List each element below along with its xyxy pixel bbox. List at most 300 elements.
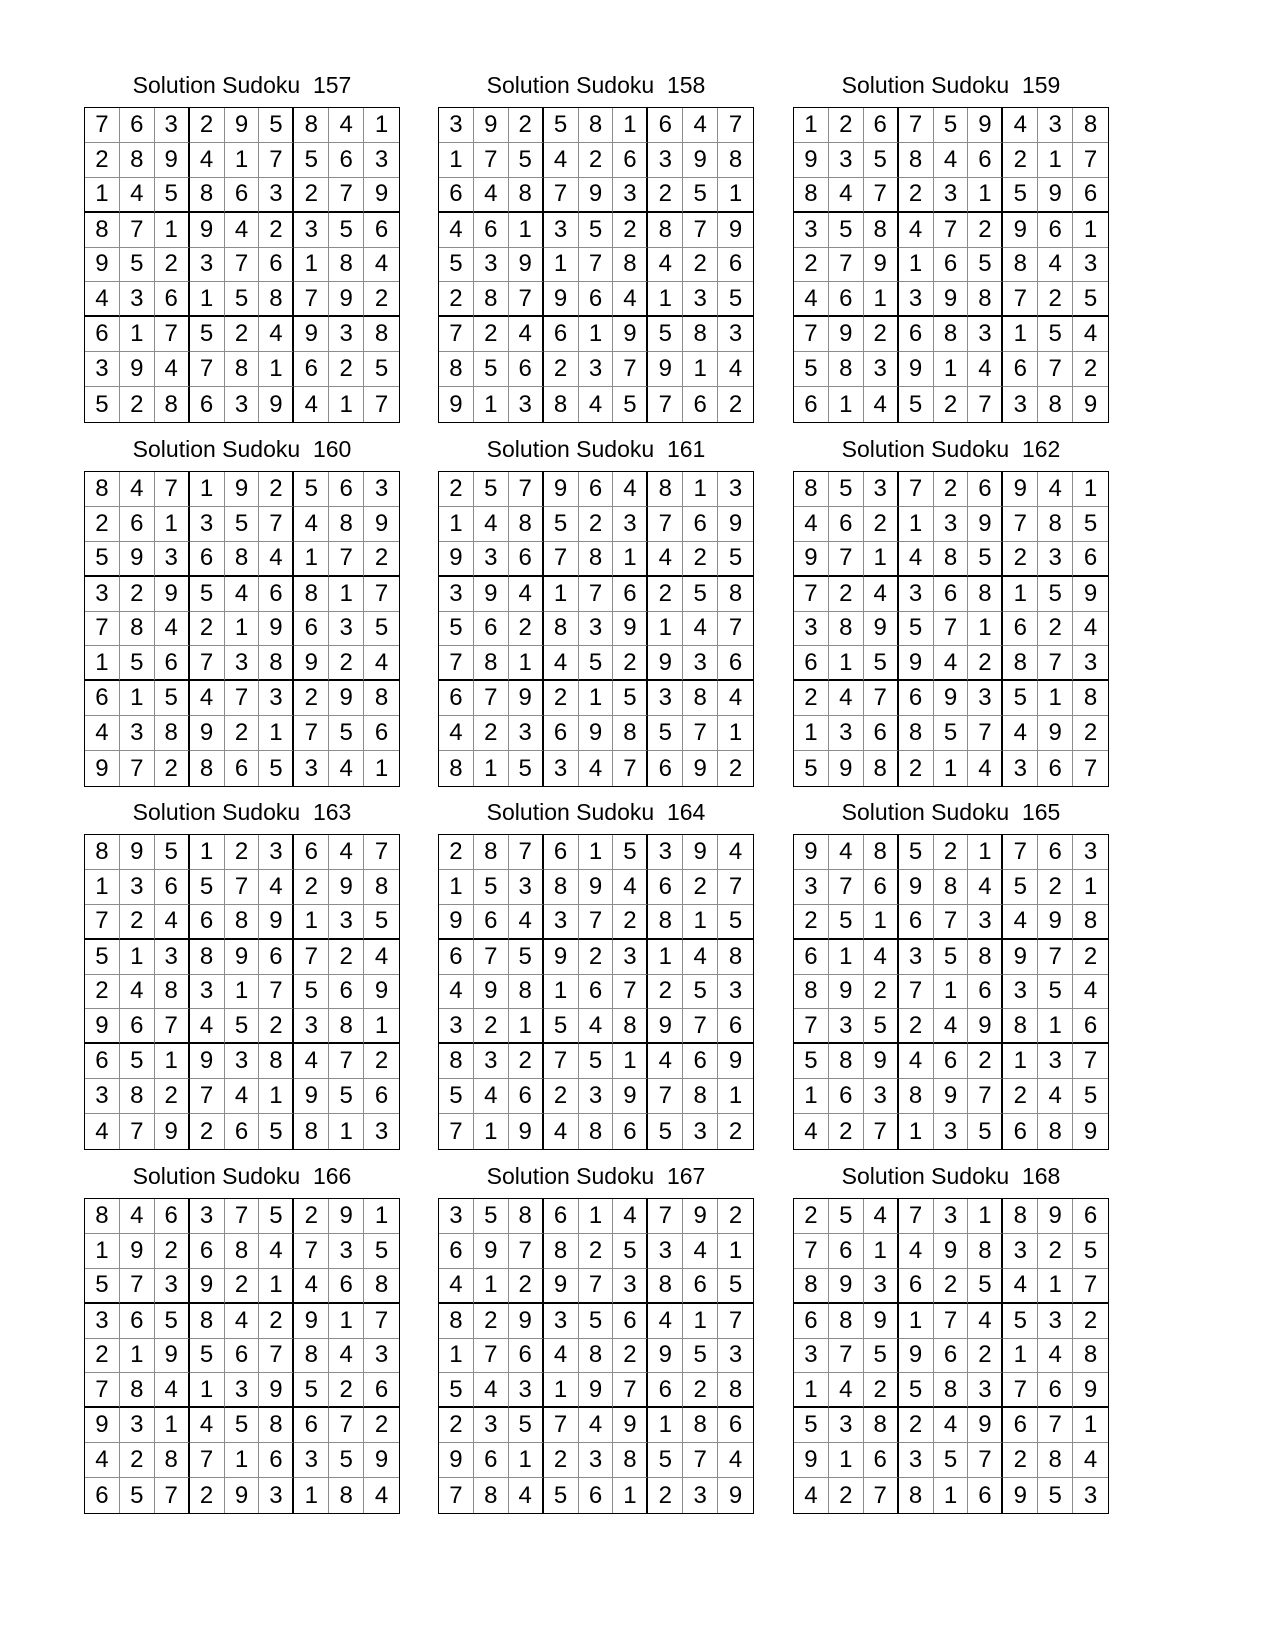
grid-cell: 7 (190, 1079, 225, 1114)
grid-cell: 5 (329, 213, 364, 248)
grid-cell: 6 (794, 940, 829, 975)
grid-cell: 2 (648, 1478, 683, 1513)
grid-cell: 1 (329, 577, 364, 612)
grid-cell: 9 (190, 213, 225, 248)
grid-cell: 9 (829, 751, 864, 786)
grid-cell: 3 (509, 1373, 544, 1408)
grid-cell: 7 (474, 940, 509, 975)
grid-cell: 3 (579, 1443, 614, 1478)
grid-cell: 9 (829, 317, 864, 352)
grid-cell: 4 (934, 1009, 969, 1044)
grid-cell: 9 (294, 1079, 329, 1114)
grid-cell: 3 (294, 1443, 329, 1478)
grid-cell: 9 (613, 317, 648, 352)
grid-cell: 4 (155, 905, 190, 940)
grid-cell: 1 (683, 352, 718, 387)
grid-cell: 4 (439, 975, 474, 1010)
grid-cell: 8 (829, 612, 864, 647)
grid-cell: 5 (259, 751, 294, 786)
grid-cell: 8 (1073, 681, 1108, 716)
grid-cell: 9 (899, 1339, 934, 1374)
grid-cell: 4 (648, 248, 683, 283)
grid-cell: 2 (968, 213, 1003, 248)
grid-cell: 2 (1003, 143, 1038, 178)
grid-cell: 8 (968, 1234, 1003, 1269)
grid-cell: 8 (439, 1304, 474, 1339)
grid-cell: 4 (439, 213, 474, 248)
puzzle-title: Solution Sudoku 163 (132, 799, 352, 825)
grid-cell: 1 (225, 975, 260, 1010)
grid-cell: 9 (190, 1269, 225, 1304)
grid-cell: 1 (683, 1304, 718, 1339)
grid-cell: 4 (718, 352, 753, 387)
grid-cell: 5 (1038, 317, 1073, 352)
grid-cell: 8 (613, 1009, 648, 1044)
grid-cell: 9 (544, 1269, 579, 1304)
grid-cell: 1 (439, 507, 474, 542)
grid-cell: 1 (718, 1234, 753, 1269)
grid-cell: 2 (648, 577, 683, 612)
grid-cell: 3 (864, 1079, 899, 1114)
grid-cell: 2 (579, 940, 614, 975)
grid-cell: 6 (934, 248, 969, 283)
grid-cell: 4 (1038, 1079, 1073, 1114)
grid-cell: 6 (864, 716, 899, 751)
grid-cell: 7 (1038, 646, 1073, 681)
grid-cell: 9 (579, 870, 614, 905)
grid-cell: 2 (509, 1044, 544, 1079)
grid-cell: 6 (1003, 352, 1038, 387)
grid-cell: 8 (1003, 1009, 1038, 1044)
puzzle-title: Solution Sudoku 157 (132, 72, 352, 98)
grid-cell: 1 (85, 1234, 120, 1269)
grid-cell: 1 (1073, 870, 1108, 905)
grid-cell: 8 (934, 317, 969, 352)
grid-cell: 6 (329, 975, 364, 1010)
grid-cell: 8 (579, 108, 614, 143)
sudoku-grid (793, 1198, 1109, 1514)
grid-cell: 3 (934, 507, 969, 542)
grid-cell: 4 (544, 646, 579, 681)
grid-cell: 7 (329, 178, 364, 213)
grid-cell: 7 (934, 213, 969, 248)
grid-cell: 8 (899, 716, 934, 751)
grid-cell: 7 (613, 751, 648, 786)
grid-cell: 3 (85, 1304, 120, 1339)
grid-cell: 4 (120, 178, 155, 213)
grid-cell: 2 (1073, 716, 1108, 751)
grid-cell: 9 (934, 282, 969, 317)
grid-cell: 2 (899, 1408, 934, 1443)
grid-cell: 6 (120, 1009, 155, 1044)
grid-cell: 5 (190, 577, 225, 612)
grid-cell: 2 (120, 387, 155, 422)
grid-cell: 7 (225, 870, 260, 905)
grid-cell: 7 (899, 108, 934, 143)
grid-cell: 4 (225, 1079, 260, 1114)
grid-cell: 8 (794, 1269, 829, 1304)
grid-cell: 3 (1003, 975, 1038, 1010)
grid-cell: 4 (683, 940, 718, 975)
grid-cell: 6 (85, 317, 120, 352)
grid-cell: 4 (439, 716, 474, 751)
grid-cell: 9 (683, 1199, 718, 1234)
grid-cell: 2 (474, 317, 509, 352)
grid-cell: 1 (364, 1009, 399, 1044)
grid-cell: 5 (718, 542, 753, 577)
grid-cell: 6 (509, 1079, 544, 1114)
grid-cell: 2 (718, 1199, 753, 1234)
grid-cell: 5 (579, 213, 614, 248)
grid-cell: 3 (225, 1044, 260, 1079)
grid-cell: 9 (683, 143, 718, 178)
grid-cell: 6 (613, 143, 648, 178)
grid-cell: 6 (829, 1234, 864, 1269)
grid-cell: 3 (794, 213, 829, 248)
grid-cell: 3 (1073, 646, 1108, 681)
grid-cell: 6 (968, 1478, 1003, 1513)
grid-cell: 5 (829, 905, 864, 940)
grid-cell: 4 (509, 1478, 544, 1513)
grid-cell: 8 (899, 143, 934, 178)
grid-cell: 7 (1003, 835, 1038, 870)
grid-cell: 3 (934, 178, 969, 213)
grid-cell: 5 (294, 472, 329, 507)
grid-cell: 5 (613, 835, 648, 870)
grid-cell: 1 (190, 282, 225, 317)
grid-cell: 9 (329, 282, 364, 317)
grid-cell: 9 (544, 940, 579, 975)
grid-cell: 5 (225, 507, 260, 542)
grid-cell: 8 (1003, 248, 1038, 283)
grid-cell: 2 (728, 390, 743, 418)
grid-cell: 9 (968, 108, 1003, 143)
grid-cell: 7 (155, 1009, 190, 1044)
grid-cell: 3 (1038, 1304, 1073, 1339)
grid-cell: 9 (259, 1373, 294, 1408)
grid-cell: 5 (120, 1478, 155, 1513)
grid-cell: 5 (1003, 178, 1038, 213)
grid-cell: 6 (1073, 1009, 1108, 1044)
grid-cell: 7 (579, 905, 614, 940)
grid-cell: 4 (613, 1199, 648, 1234)
grid-cell: 7 (648, 387, 683, 422)
grid-cell: 5 (899, 1373, 934, 1408)
sudoku-grid (793, 471, 1109, 787)
grid-cell: 7 (1073, 1269, 1108, 1304)
grid-cell: 8 (155, 716, 190, 751)
grid-cell: 4 (474, 1373, 509, 1408)
grid-cell: 8 (613, 1443, 648, 1478)
grid-cell: 9 (829, 975, 864, 1010)
grid-cell: 8 (544, 1234, 579, 1269)
grid-cell: 1 (509, 1009, 544, 1044)
grid-cell: 8 (683, 1408, 718, 1443)
grid-cell: 6 (190, 905, 225, 940)
grid-cell: 8 (648, 472, 683, 507)
grid-cell: 5 (120, 248, 155, 283)
grid-cell: 1 (294, 248, 329, 283)
grid-cell: 6 (829, 282, 864, 317)
grid-cell: 5 (934, 940, 969, 975)
grid-cell: 1 (1003, 1044, 1038, 1079)
grid-cell: 2 (1038, 282, 1073, 317)
grid-cell: 3 (120, 282, 155, 317)
grid-cell: 7 (509, 1234, 544, 1269)
grid-cell: 6 (1073, 542, 1108, 577)
grid-cell: 3 (259, 1478, 294, 1513)
grid-cell: 4 (1073, 317, 1108, 352)
grid-cell: 5 (329, 1079, 364, 1114)
grid-cell: 6 (864, 870, 899, 905)
grid-cell: 7 (364, 577, 399, 612)
grid-cell: 8 (509, 975, 544, 1010)
grid-cell: 2 (579, 507, 614, 542)
grid-cell: 6 (899, 905, 934, 940)
grid-cell: 1 (648, 1408, 683, 1443)
grid-cell: 2 (899, 1009, 934, 1044)
grid-cell: 6 (648, 108, 683, 143)
grid-cell: 1 (329, 1114, 364, 1149)
grid-cell: 7 (1038, 940, 1073, 975)
grid-cell: 8 (294, 1339, 329, 1374)
grid-cell: 8 (120, 1079, 155, 1114)
grid-cell: 8 (190, 178, 225, 213)
grid-cell: 7 (968, 1443, 1003, 1478)
grid-cell: 3 (613, 940, 648, 975)
grid-cell: 8 (329, 248, 364, 283)
grid-cell: 7 (829, 542, 864, 577)
grid-cell: 4 (864, 1199, 899, 1234)
grid-cell: 8 (474, 646, 509, 681)
grid-cell: 9 (899, 646, 934, 681)
grid-cell: 9 (225, 1478, 260, 1513)
grid-cell: 8 (439, 1044, 474, 1079)
grid-cell: 1 (190, 472, 225, 507)
grid-cell: 9 (364, 975, 399, 1010)
grid-cell: 5 (648, 1114, 683, 1149)
grid-cell: 6 (1038, 1373, 1073, 1408)
grid-cell: 1 (968, 178, 1003, 213)
grid-cell: 6 (439, 681, 474, 716)
grid-cell: 9 (439, 387, 474, 422)
grid-cell: 1 (899, 248, 934, 283)
grid-cell: 8 (474, 1478, 509, 1513)
grid-cell: 5 (85, 387, 120, 422)
grid-cell: 1 (968, 835, 1003, 870)
grid-cell: 9 (1003, 472, 1038, 507)
grid-cell: 1 (155, 1408, 190, 1443)
grid-cell: 1 (190, 1373, 225, 1408)
grid-cell: 4 (718, 681, 753, 716)
grid-cell: 6 (85, 1044, 120, 1079)
grid-cell: 3 (648, 681, 683, 716)
grid-cell: 7 (509, 282, 544, 317)
grid-cell: 3 (439, 1009, 474, 1044)
grid-cell: 4 (934, 1408, 969, 1443)
grid-cell: 8 (613, 248, 648, 283)
grid-cell: 5 (190, 870, 225, 905)
grid-cell: 7 (85, 905, 120, 940)
grid-cell: 2 (439, 835, 474, 870)
grid-cell: 6 (968, 975, 1003, 1010)
grid-cell: 2 (579, 143, 614, 178)
grid-cell: 3 (474, 542, 509, 577)
grid-cell: 7 (829, 870, 864, 905)
grid-cell: 3 (329, 612, 364, 647)
grid-cell: 3 (968, 317, 1003, 352)
grid-cell: 9 (648, 1339, 683, 1374)
grid-cell: 7 (294, 940, 329, 975)
grid-cell: 2 (190, 1114, 225, 1149)
grid-cell: 5 (683, 577, 718, 612)
grid-cell: 6 (329, 1269, 364, 1304)
grid-cell: 3 (364, 1339, 399, 1374)
grid-cell: 5 (899, 387, 934, 422)
grid-cell: 2 (155, 1234, 190, 1269)
grid-cell: 1 (155, 507, 190, 542)
grid-cell: 1 (259, 1269, 294, 1304)
grid-cell: 2 (155, 248, 190, 283)
grid-cell: 6 (294, 612, 329, 647)
grid-cell: 9 (1038, 178, 1073, 213)
grid-cell: 7 (648, 507, 683, 542)
grid-cell: 4 (259, 317, 294, 352)
grid-cell: 4 (374, 1481, 389, 1509)
grid-cell: 4 (899, 1234, 934, 1269)
grid-cell: 6 (259, 1443, 294, 1478)
grid-cell: 1 (329, 1304, 364, 1339)
grid-cell: 4 (85, 282, 120, 317)
grid-cell: 4 (1073, 975, 1108, 1010)
grid-cell: 2 (864, 975, 899, 1010)
grid-cell: 6 (225, 1339, 260, 1374)
grid-cell: 1 (439, 1339, 474, 1374)
grid-cell: 9 (934, 1234, 969, 1269)
grid-cell: 1 (829, 387, 864, 422)
grid-cell: 3 (329, 905, 364, 940)
grid-cell: 8 (1073, 1339, 1108, 1374)
grid-cell: 1 (648, 282, 683, 317)
grid-cell: 3 (1038, 542, 1073, 577)
grid-cell: 4 (544, 1339, 579, 1374)
grid-cell: 1 (225, 612, 260, 647)
grid-cell: 4 (474, 178, 509, 213)
grid-cell: 3 (683, 646, 718, 681)
grid-cell: 7 (85, 1373, 120, 1408)
grid-cell: 9 (934, 681, 969, 716)
grid-cell: 3 (718, 975, 753, 1010)
grid-cell: 2 (613, 213, 648, 248)
grid-cell: 5 (439, 612, 474, 647)
grid-cell: 7 (794, 317, 829, 352)
grid-cell: 5 (364, 612, 399, 647)
grid-cell: 7 (613, 352, 648, 387)
grid-cell: 6 (794, 1304, 829, 1339)
grid-cell: 2 (648, 178, 683, 213)
grid-cell: 9 (864, 248, 899, 283)
grid-cell: 3 (794, 612, 829, 647)
grid-cell: 1 (1073, 1408, 1108, 1443)
grid-cell: 6 (190, 387, 225, 422)
grid-cell: 9 (1003, 940, 1038, 975)
grid-cell: 9 (899, 870, 934, 905)
grid-cell: 4 (899, 1044, 934, 1079)
grid-cell: 4 (579, 1408, 614, 1443)
grid-cell: 1 (1038, 143, 1073, 178)
grid-cell: 5 (1003, 870, 1038, 905)
grid-cell: 8 (794, 178, 829, 213)
grid-cell: 6 (329, 472, 364, 507)
grid-cell: 7 (934, 905, 969, 940)
grid-cell: 1 (439, 143, 474, 178)
grid-cell: 8 (613, 716, 648, 751)
grid-cell: 9 (613, 612, 648, 647)
grid-cell: 8 (474, 835, 509, 870)
grid-cell: 2 (1003, 1079, 1038, 1114)
grid-cell: 1 (968, 1199, 1003, 1234)
grid-cell: 9 (439, 905, 474, 940)
grid-cell: 2 (934, 472, 969, 507)
grid-cell: 4 (829, 1373, 864, 1408)
grid-cell: 5 (718, 282, 753, 317)
grid-cell: 6 (648, 1373, 683, 1408)
grid-cell: 5 (225, 1009, 260, 1044)
grid-cell: 7 (259, 975, 294, 1010)
grid-cell: 6 (934, 1044, 969, 1079)
grid-cell: 6 (613, 1304, 648, 1339)
grid-cell: 3 (899, 940, 934, 975)
grid-cell: 2 (329, 1373, 364, 1408)
grid-cell: 7 (190, 352, 225, 387)
grid-cell: 7 (120, 751, 155, 786)
grid-cell: 8 (85, 1199, 120, 1234)
grid-cell: 6 (544, 716, 579, 751)
grid-cell: 3 (474, 1408, 509, 1443)
grid-cell: 3 (968, 905, 1003, 940)
grid-cell: 8 (934, 870, 969, 905)
grid-cell: 1 (1038, 1009, 1073, 1044)
grid-cell: 9 (864, 612, 899, 647)
grid-cell: 6 (864, 108, 899, 143)
grid-cell: 4 (259, 1234, 294, 1269)
grid-cell: 6 (579, 472, 614, 507)
grid-cell: 9 (120, 1234, 155, 1269)
grid-cell: 2 (1038, 1234, 1073, 1269)
grid-cell: 5 (718, 905, 753, 940)
puzzle-title: Solution Sudoku 165 (841, 799, 1061, 825)
grid-cell: 8 (718, 577, 753, 612)
grid-cell: 1 (613, 108, 648, 143)
grid-cell: 7 (155, 1478, 190, 1513)
grid-cell: 1 (544, 577, 579, 612)
grid-cell: 6 (364, 213, 399, 248)
grid-cell: 7 (1003, 282, 1038, 317)
grid-cell: 8 (968, 577, 1003, 612)
grid-cell: 9 (648, 1009, 683, 1044)
grid-cell: 5 (934, 716, 969, 751)
grid-cell: 1 (934, 975, 969, 1010)
grid-cell: 4 (1038, 472, 1073, 507)
grid-cell: 2 (864, 507, 899, 542)
grid-cell: 6 (1073, 178, 1108, 213)
grid-cell: 2 (794, 1199, 829, 1234)
grid-cell: 5 (718, 1269, 753, 1304)
grid-cell: 5 (509, 940, 544, 975)
grid-cell: 8 (329, 1009, 364, 1044)
grid-cell: 7 (474, 143, 509, 178)
grid-cell: 8 (120, 612, 155, 647)
